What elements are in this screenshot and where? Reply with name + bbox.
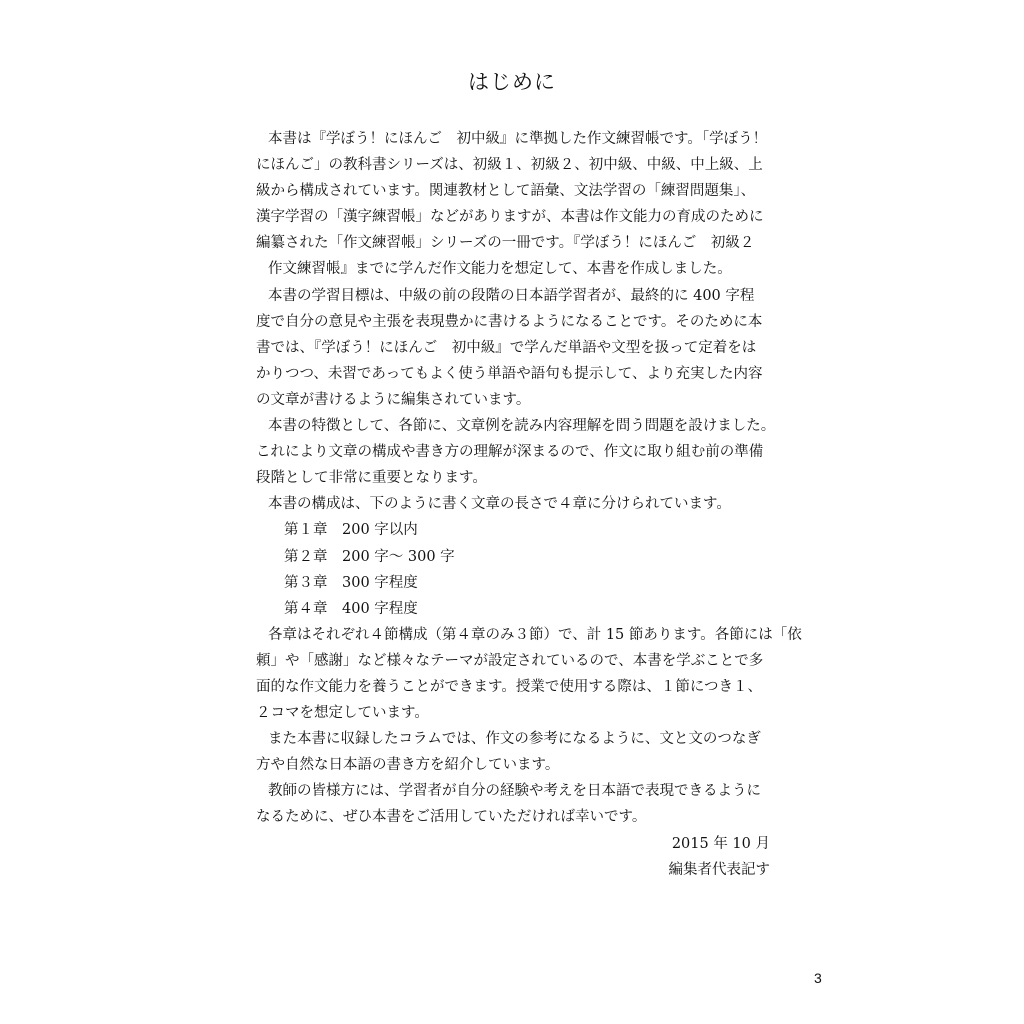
text-line: 度で自分の意見や主張を表現豊かに書けるようになることです。そのために本 <box>256 313 763 330</box>
text-line: 段階として非常に重要となります。 <box>256 470 487 487</box>
text-line: これにより文章の構成や書き方の理解が深まるので、作文に取り組む前の準備 <box>256 444 764 461</box>
body-text <box>256 126 802 883</box>
text-line: 本書の構成は、下のように書く文章の長さで４章に分けられています。 <box>268 496 731 513</box>
text-line: 作文練習帳』までに学んだ作文能力を想定して、本書を作成しました。 <box>268 261 732 278</box>
page-number: 3 <box>814 970 822 986</box>
text-line: 方や自然な日本語の書き方を紹介しています。 <box>256 757 560 774</box>
text-line: ２コマを想定しています。 <box>256 705 429 722</box>
text-line: 本書は『学ぼう！にほんご 初中級』に準拠した作文練習帳です。「学ぼう！ <box>268 131 768 147</box>
page-title: はじめに <box>468 70 556 94</box>
chapter-list-item: 第２章 200 字～ 300 字 <box>284 548 455 565</box>
text-line: 書では、『学ぼう！にほんご 初中級』で学んだ単語や文型を扱って定着をは <box>256 339 757 356</box>
text-line: 編纂された「作文練習帳」シリーズの一冊です。『学ぼう！にほんご 初級２ <box>256 235 755 252</box>
text-line: 級から構成されています。関連教材として語彙、文法学習の「練習問題集」、 <box>256 183 756 200</box>
text-line: 本書の学習目標は、中級の前の段階の日本語学習者が、最終的に 400 字程 <box>268 287 755 304</box>
text-line: また本書に収録したコラムでは、作文の参考になるように、文と文のつなぎ <box>268 731 761 748</box>
text-line: 面的な作文能力を養うことができます。授業で使用する際は、１節につき１、 <box>256 678 763 695</box>
text-line: 漢字学習の「漢字練習帳」などがありますが、本書は作文能力の育成のために <box>256 209 764 226</box>
chapter-list-item: 第４章 400 字程度 <box>284 600 418 617</box>
text-line: 教師の皆様方には、学習者が自分の経験や考えを日本語で表現できるように <box>268 783 761 800</box>
signature-line: 編集者代表記す <box>668 861 770 878</box>
text-line: なるために、ぜひ本書をご活用していただければ幸いです。 <box>256 809 647 826</box>
text-line: 頼」や「感謝」など様々なテーマが設定されているので、本書を学ぶことで多 <box>256 652 764 669</box>
text-line: にほんご」の教科書シリーズは、初級１、初級２、初中級、中級、中上級、上 <box>256 157 763 174</box>
date-line: 2015 年 10 月 <box>671 835 770 852</box>
text-line: の文章が書けるように編集されています。 <box>256 391 531 408</box>
chapter-list-item: 第３章 300 字程度 <box>284 574 418 591</box>
text-line: かりつつ、未習であってもよく使う単語や語句も提示して、より充実した内容 <box>256 365 763 382</box>
text-line: 本書の特徴として、各節に、文章例を読み内容理解を問う問題を設けました。 <box>268 418 776 435</box>
text-line: 各章はそれぞれ４節構成（第４章のみ３節）で、計 15 節あります。各節には「依 <box>268 626 802 643</box>
chapter-list-item: 第１章 200 字以内 <box>284 522 418 539</box>
